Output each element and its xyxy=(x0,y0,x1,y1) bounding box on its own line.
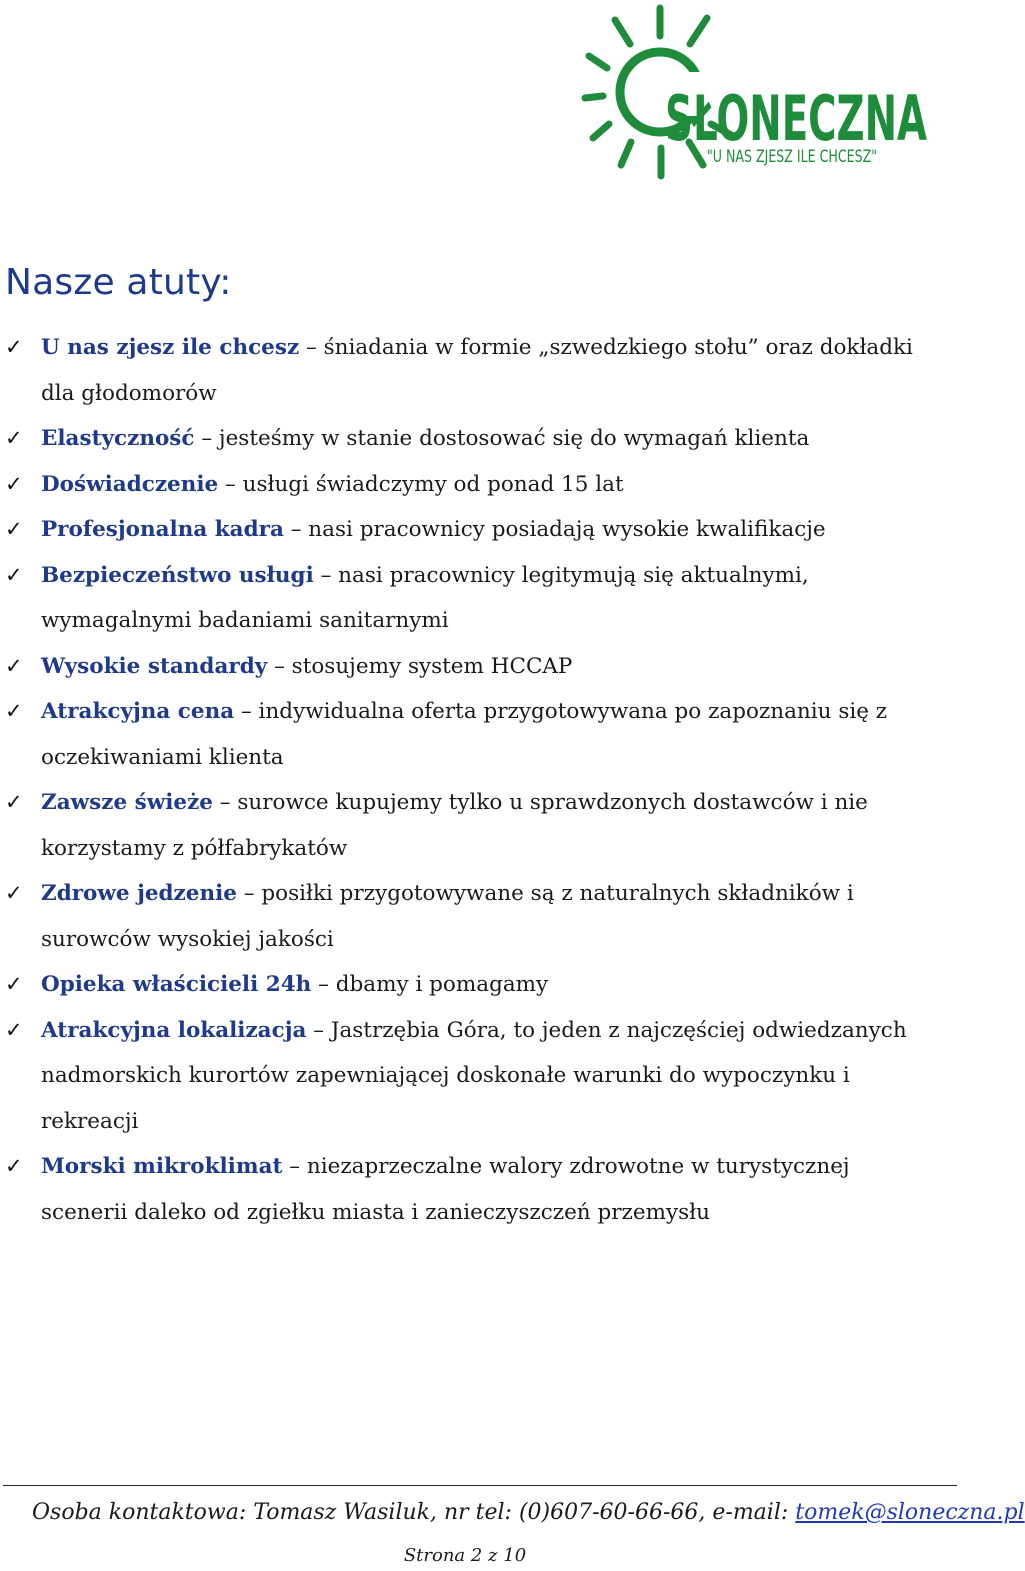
footer-divider xyxy=(3,1485,957,1486)
item-keyword: Wysokie standardy xyxy=(41,653,268,679)
check-icon: ✓ xyxy=(5,426,23,450)
list-item xyxy=(0,780,930,871)
item-keyword: Atrakcyjna lokalizacja xyxy=(41,1017,307,1043)
item-keyword: Profesjonalna kadra xyxy=(41,517,284,542)
item-description: – niezaprzeczalne walory zdrowotne w turystycznej scenerii daleko od zgiełku miasta i zanieczyszczeń przemysłu xyxy=(41,1154,850,1225)
item-keyword: Morski mikroklimat xyxy=(41,1154,283,1179)
item-description: – nasi pracownicy posiadają wysokie kwalifikacje xyxy=(283,517,826,542)
item-description: – posiłki przygotowywane są z naturalnych składników i surowców wysokiej jakości xyxy=(41,881,854,952)
item-description: – dbamy i pomagamy xyxy=(311,972,549,997)
list-item xyxy=(0,507,930,553)
list-item xyxy=(0,1008,930,1145)
check-icon: ✓ xyxy=(5,335,23,359)
page-heading: Nasze atuty: xyxy=(5,262,232,303)
check-icon: ✓ xyxy=(5,1017,23,1042)
list-item xyxy=(0,553,930,644)
list-item xyxy=(0,1144,930,1235)
list-item xyxy=(0,689,930,780)
check-icon: ✓ xyxy=(5,1154,23,1178)
item-keyword: Doświadczenie xyxy=(41,471,219,497)
check-icon: ✓ xyxy=(5,471,23,496)
check-icon: ✓ xyxy=(5,881,23,905)
list-item xyxy=(0,871,930,962)
item-description: – surowce kupujemy tylko u sprawdzonych dostawców i nie korzystamy z półfabrykatów xyxy=(41,790,868,861)
list-item xyxy=(0,325,930,416)
item-keyword: Elastyczność xyxy=(41,426,195,451)
list-item xyxy=(0,644,930,690)
check-icon: ✓ xyxy=(5,699,23,723)
item-keyword: Bezpieczeństwo usługi xyxy=(41,562,314,588)
footer-contact-text: Osoba kontaktowa: Tomasz Wasiluk, nr tel: (0)607-60-66-66, e-mail: xyxy=(32,1500,796,1525)
item-description: – indywidualna oferta przygotowywana po zapoznaniu się z oczekiwaniami klienta xyxy=(41,699,888,770)
item-keyword: U nas zjesz ile chcesz xyxy=(41,335,300,360)
check-icon: ✓ xyxy=(5,790,23,814)
check-icon: ✓ xyxy=(5,517,23,541)
item-description: – stosujemy system HCCAP xyxy=(267,653,573,679)
list-item xyxy=(0,462,930,508)
item-keyword: Atrakcyjna cena xyxy=(41,699,235,724)
item-description: – Jastrzębia Góra, to jeden z najczęściej odwiedzanych nadmorskich kurortów zapewniającej doskonałe warunki do wypoczynku i rekreacji xyxy=(41,1017,907,1134)
item-description: – śniadania w formie „szwedzkiego stołu” oraz dokładki dla głodomorów xyxy=(41,335,913,406)
footer-contact xyxy=(32,1500,1025,1525)
item-description: – usługi świadczymy od ponad 15 lat xyxy=(218,471,624,497)
item-keyword: Zdrowe jedzenie xyxy=(41,881,237,906)
sloneczna-logo xyxy=(585,0,930,182)
item-description: – jesteśmy w stanie dostosować się do wymagań klienta xyxy=(194,426,810,451)
list-item xyxy=(0,416,930,462)
check-icon: ✓ xyxy=(5,653,23,678)
email-link[interactable]: tomek@sloneczna.pl xyxy=(795,1500,1025,1525)
list-item xyxy=(0,962,930,1008)
item-description: – nasi pracownicy legitymują się aktualnymi, wymagalnymi badaniami sanitarnymi xyxy=(41,562,809,633)
advantages-list xyxy=(0,325,930,1235)
check-icon: ✓ xyxy=(5,562,23,587)
page-number: Strona 2 z 10 xyxy=(403,1545,527,1566)
logo-wordmark: SŁONECZNA xyxy=(665,82,928,155)
item-keyword: Zawsze świeże xyxy=(41,790,213,815)
check-icon: ✓ xyxy=(5,972,23,996)
logo-tagline: "U NAS ZJESZ ILE CHCESZ" xyxy=(707,147,877,167)
item-keyword: Opieka właścicieli 24h xyxy=(41,972,312,997)
